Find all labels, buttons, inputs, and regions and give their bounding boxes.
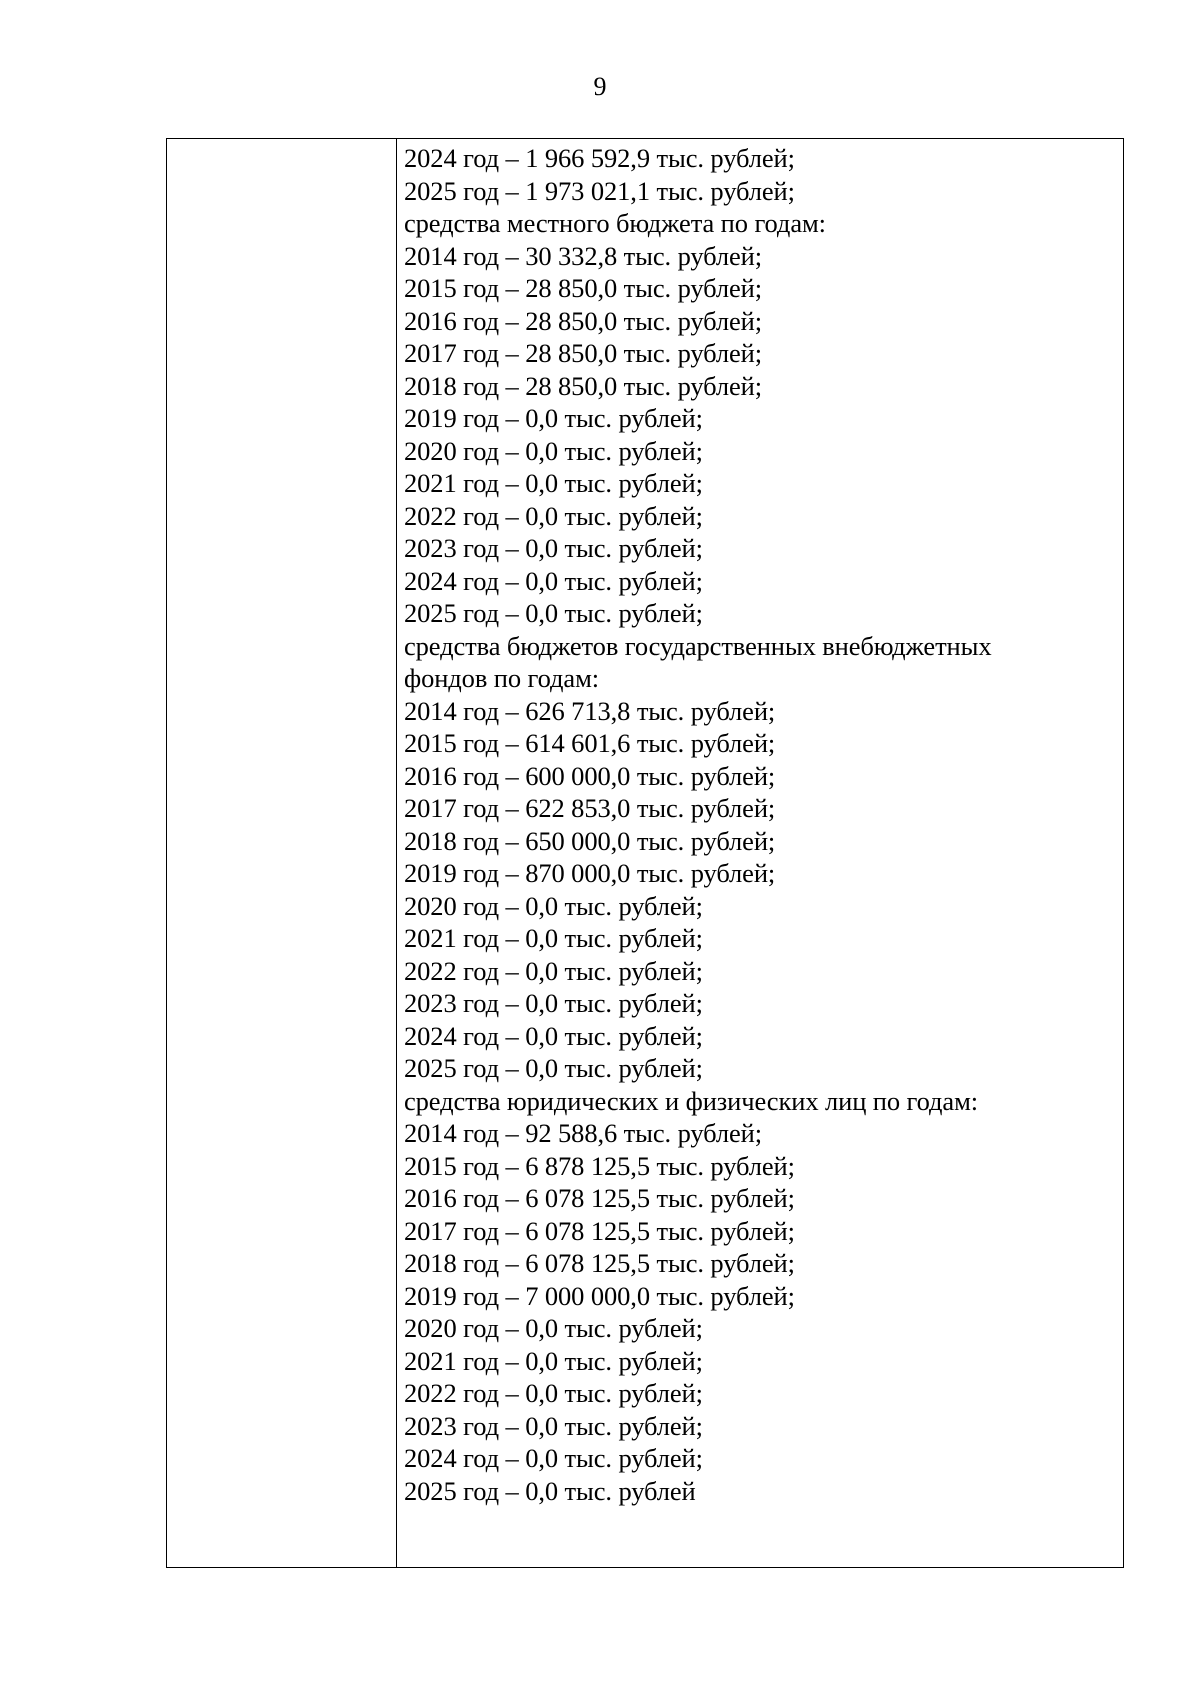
funding-line: 2014 год – 92 588,6 тыс. рублей; xyxy=(404,1118,763,1148)
funding-line: 2025 год – 0,0 тыс. рублей; xyxy=(404,1053,703,1083)
table-right-cell xyxy=(397,139,1123,1567)
funding-line: 2021 год – 0,0 тыс. рублей; xyxy=(404,923,703,953)
funding-line: 2023 год – 0,0 тыс. рублей; xyxy=(404,1410,703,1441)
funding-line: 2020 год – 0,0 тыс. рублей; xyxy=(404,435,703,466)
funding-line: 2023 год – 0,0 тыс. рублей; xyxy=(404,988,703,1018)
funding-line: 2022 год – 0,0 тыс. рублей; xyxy=(404,1378,703,1408)
funding-line: 2017 год – 622 853,0 тыс. рублей; xyxy=(404,793,776,823)
funding-line: фондов по годам: xyxy=(404,663,600,693)
funding-line: 2015 год – 614 601,6 тыс. рублей; xyxy=(404,728,776,758)
funding-line: 2019 год – 870 000,0 тыс. рублей; xyxy=(404,858,776,888)
funding-line: 2014 год – 626 713,8 тыс. рублей; xyxy=(404,695,776,726)
funding-line: 2024 год – 1 966 592,9 тыс. рублей; xyxy=(404,143,795,173)
funding-line: 2021 год – 0,0 тыс. рублей; xyxy=(404,468,703,498)
funding-line: 2015 год – 6 878 125,5 тыс. рублей; xyxy=(404,1150,795,1181)
funding-line: 2017 год – 28 850,0 тыс. рублей; xyxy=(404,338,763,368)
funding-line: 2018 год – 650 000,0 тыс. рублей; xyxy=(404,825,776,856)
funding-line: 2024 год – 0,0 тыс. рублей; xyxy=(404,565,703,596)
funding-line: 2020 год – 0,0 тыс. рублей; xyxy=(404,1313,703,1343)
funding-line: 2022 год – 0,0 тыс. рублей; xyxy=(404,955,703,986)
funding-line: средства бюджетов государственных внебюджетных xyxy=(404,630,992,661)
funding-line: 2020 год – 0,0 тыс. рублей; xyxy=(404,890,703,921)
funding-line: 2022 год – 0,0 тыс. рублей; xyxy=(404,500,703,531)
funding-line: 2024 год – 0,0 тыс. рублей; xyxy=(404,1443,703,1473)
funding-line: 2016 год – 6 078 125,5 тыс. рублей; xyxy=(404,1183,795,1213)
funding-line: 2016 год – 28 850,0 тыс. рублей; xyxy=(404,305,763,336)
funding-line: средства местного бюджета по годам: xyxy=(404,208,826,238)
funding-line: средства юридических и физических лиц по годам: xyxy=(404,1085,979,1116)
funding-table xyxy=(166,138,1124,1568)
funding-line: 2018 год – 28 850,0 тыс. рублей; xyxy=(404,370,763,401)
funding-line: 2025 год – 1 973 021,1 тыс. рублей; xyxy=(404,175,795,206)
table-left-cell xyxy=(167,139,397,1567)
funding-line: 2023 год – 0,0 тыс. рублей; xyxy=(404,533,703,563)
funding-line: 2019 год – 0,0 тыс. рублей; xyxy=(404,403,703,433)
funding-line: 2019 год – 7 000 000,0 тыс. рублей; xyxy=(404,1280,795,1311)
funding-line: 2016 год – 600 000,0 тыс. рублей; xyxy=(404,760,776,791)
funding-line: 2025 год – 0,0 тыс. рублей; xyxy=(404,598,703,628)
page-number: 9 xyxy=(593,72,607,101)
funding-line: 2021 год – 0,0 тыс. рублей; xyxy=(404,1345,703,1376)
funding-line: 2017 год – 6 078 125,5 тыс. рублей; xyxy=(404,1215,795,1246)
funding-line: 2018 год – 6 078 125,5 тыс. рублей; xyxy=(404,1248,795,1278)
funding-line: 2025 год – 0,0 тыс. рублей xyxy=(404,1475,696,1506)
funding-line: 2024 год – 0,0 тыс. рублей; xyxy=(404,1020,703,1051)
funding-line: 2014 год – 30 332,8 тыс. рублей; xyxy=(404,240,763,271)
funding-line: 2015 год – 28 850,0 тыс. рублей; xyxy=(404,273,763,303)
